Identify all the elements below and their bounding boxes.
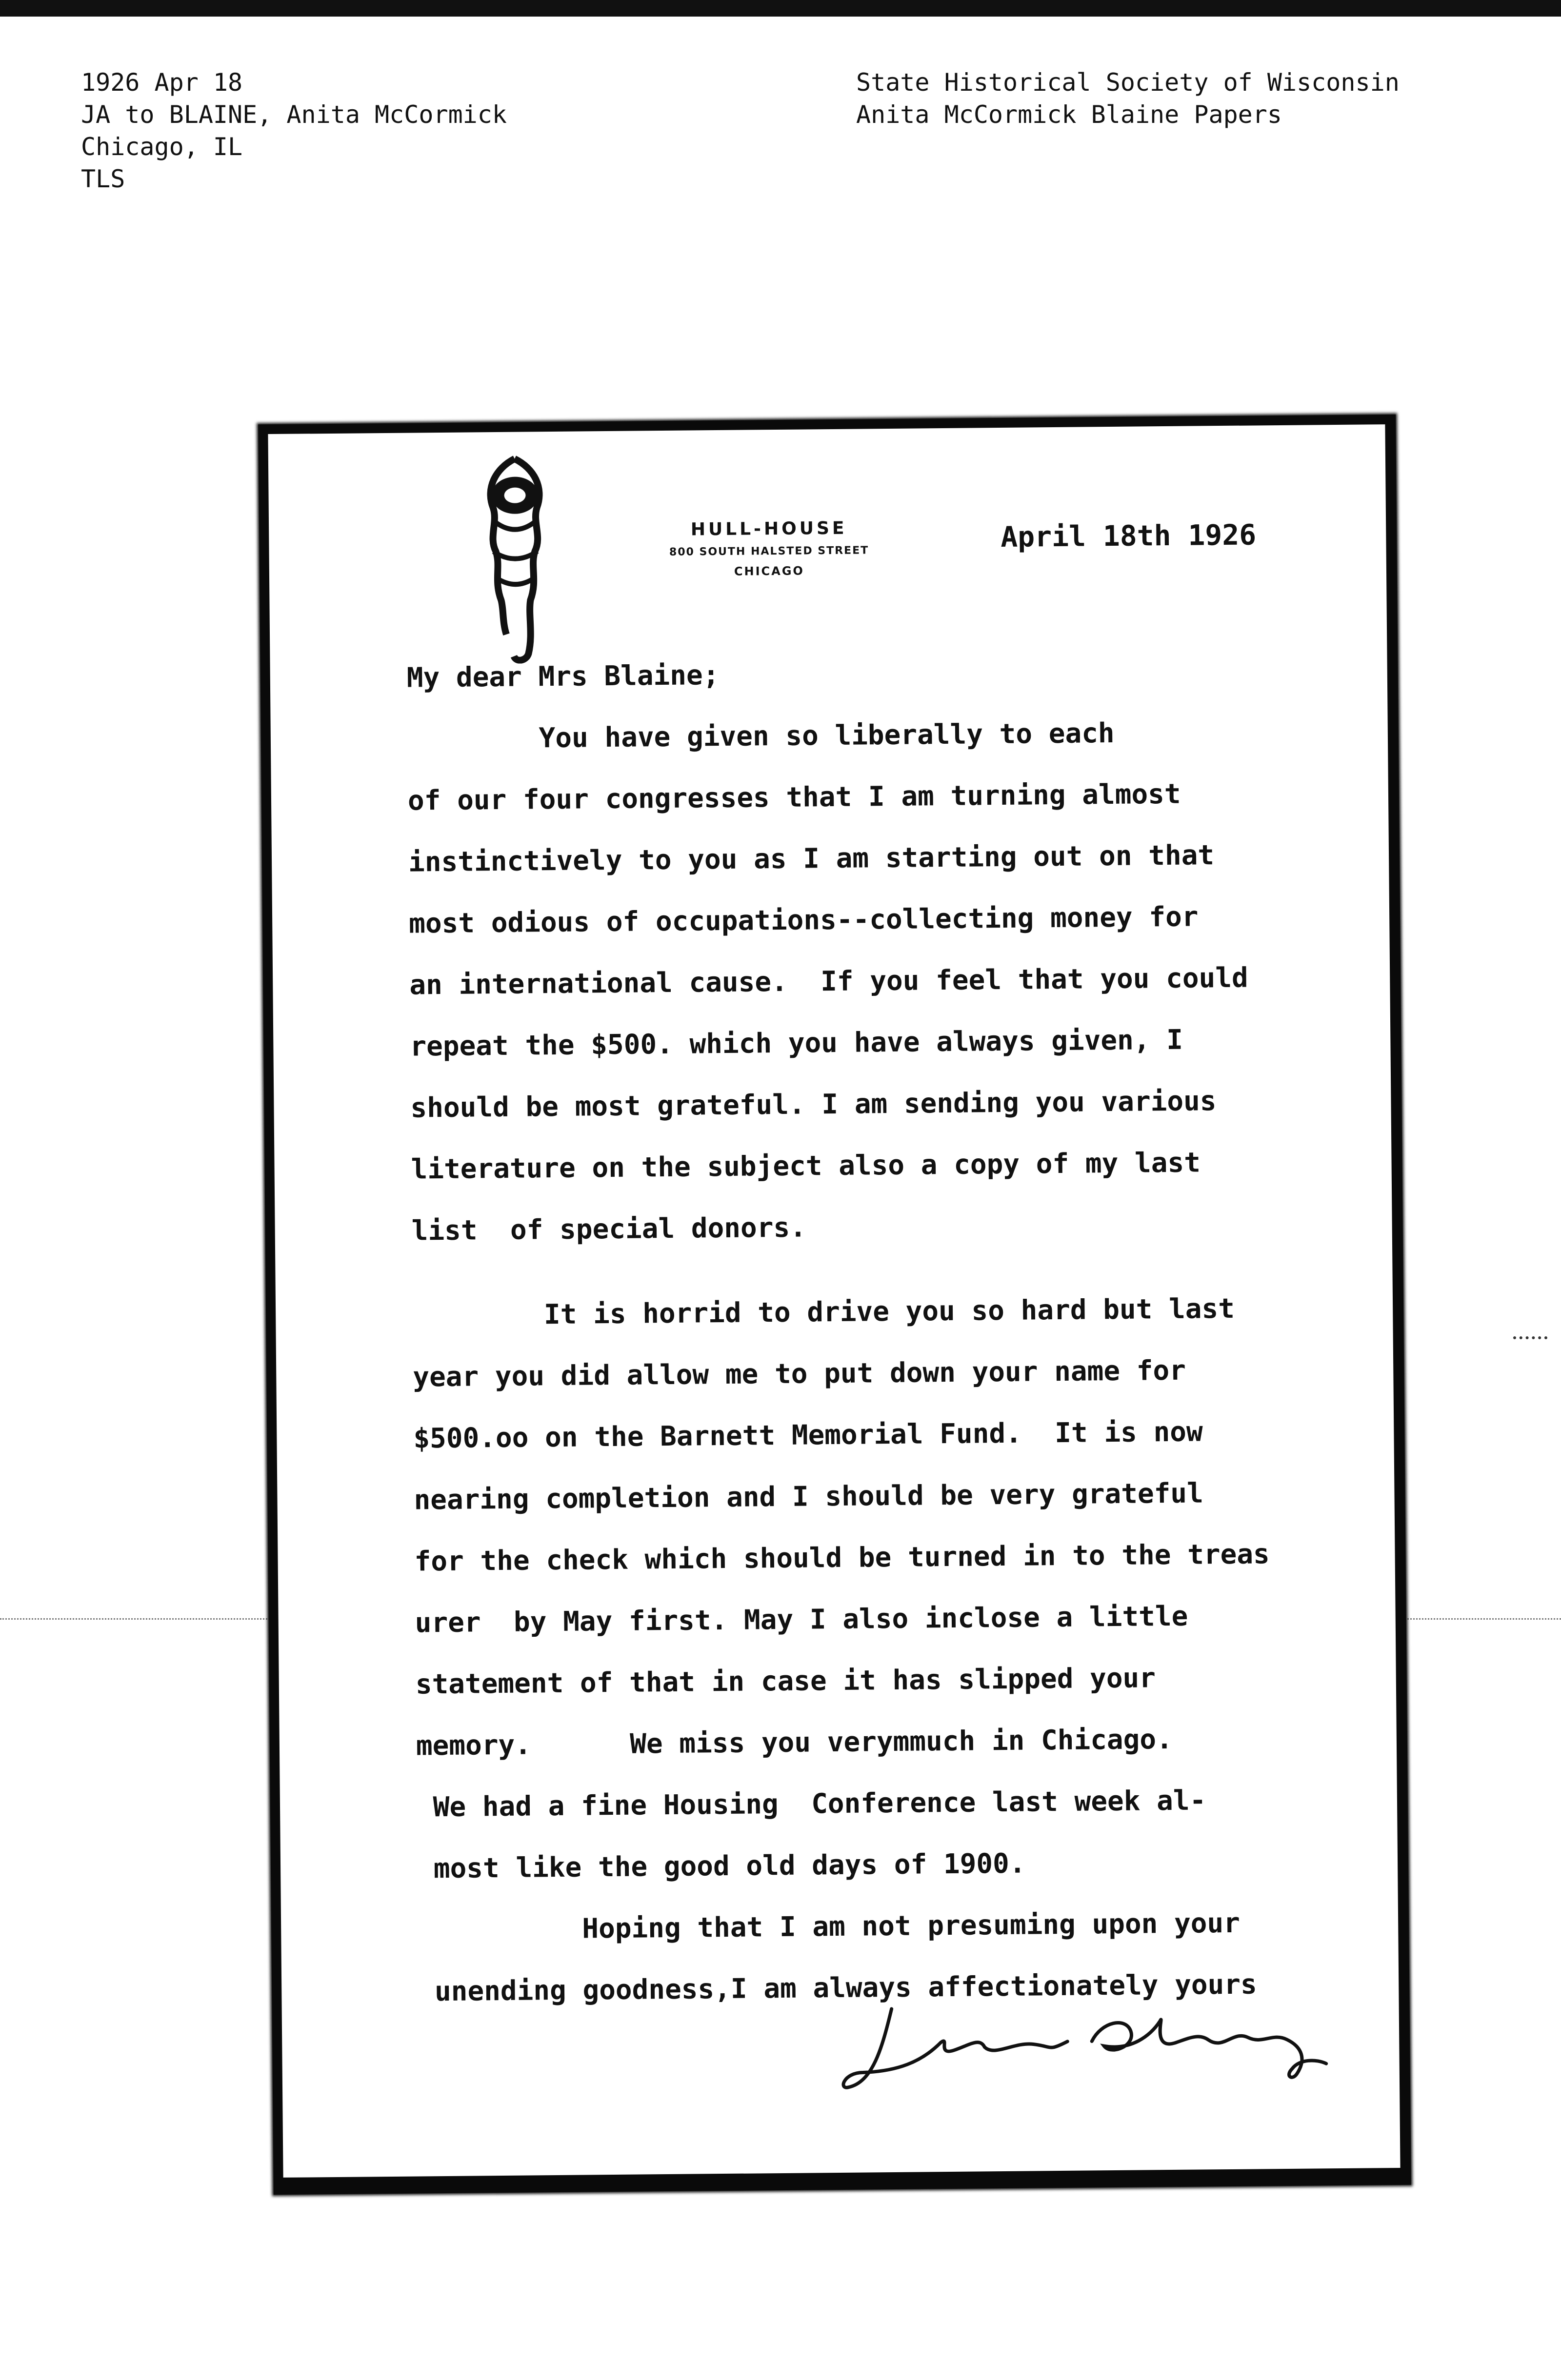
letterhead-street: 800 SOUTH HALSTED STREET <box>669 544 869 558</box>
paragraph-1-line: instinctively to you as I am starting out on that <box>408 839 1215 878</box>
paragraph-2-line: urer by May first. May I also inclose a little <box>415 1600 1188 1639</box>
letter-date: April 18th 1926 <box>1001 518 1257 554</box>
paragraph-2-line: for the check which should be turned in to the treas <box>414 1538 1270 1578</box>
paragraph-1-line: literature on the subject also a copy of my last <box>411 1147 1201 1186</box>
closing-line: unending goodness,I am always affectionately yours <box>418 1968 1258 2008</box>
paragraph-1-line: list of special donors. <box>411 1211 807 1247</box>
catalog-repository: State Historical Society of Wisconsin <box>856 68 1400 97</box>
closing-line: Hoping that I am not presuming upon your <box>417 1907 1241 1946</box>
catalog-place: Chicago, IL <box>81 133 243 161</box>
letterhead-name: HULL-HOUSE <box>690 518 847 540</box>
paragraph-2-line: statement of that in case it has slipped your <box>415 1662 1156 1701</box>
paragraph-2-line: memory. We miss you verymmuch in Chicago. <box>416 1723 1173 1762</box>
hull-house-emblem-icon <box>466 454 565 664</box>
paragraph-2-line: $500.oo on the Barnett Memorial Fund. It is now <box>413 1416 1203 1455</box>
catalog-date: 1926 Apr 18 <box>81 68 243 97</box>
letterhead-city: CHICAGO <box>734 564 805 578</box>
catalog-info-left <box>81 66 507 195</box>
paragraph-2-line: year you did allow me to put down your name for <box>413 1354 1186 1393</box>
top-border <box>0 0 1561 17</box>
scan-specks <box>1513 1336 1547 1349</box>
catalog-correspondents: JA to BLAINE, Anita McCormick <box>81 100 507 129</box>
signature <box>838 1985 1336 2102</box>
paragraph-2-line: It is horrid to drive you so hard but last <box>412 1292 1235 1332</box>
paragraph-1-line: repeat the $500. which you have always given, I <box>410 1024 1183 1063</box>
catalog-collection: Anita McCormick Blaine Papers <box>856 100 1282 129</box>
paragraph-1-line: most odious of occupations--collecting money for <box>408 901 1199 940</box>
catalog-format: TLS <box>81 165 125 193</box>
paragraph-2-line: We had a fine Housing Conference last week al- <box>416 1785 1206 1824</box>
paragraph-1-line: of our four congresses that I am turning almost <box>407 778 1181 817</box>
paragraph-1-line: an international cause. If you feel that you could <box>409 962 1249 1001</box>
paragraph-1-line: You have given so liberally to each <box>407 717 1115 755</box>
paragraph-2-line: nearing completion and I should be very grateful <box>414 1477 1204 1516</box>
paragraph-1-line: should be most grateful. I am sending you various <box>410 1085 1217 1124</box>
paragraph-2-line: most like the good old days of 1900. <box>417 1847 1026 1885</box>
letterhead <box>632 516 906 582</box>
catalog-info-right <box>856 66 1400 131</box>
letter-sheet <box>268 424 1400 2178</box>
letter-body <box>406 639 1394 2023</box>
salutation: My dear Mrs Blaine; <box>406 659 720 694</box>
